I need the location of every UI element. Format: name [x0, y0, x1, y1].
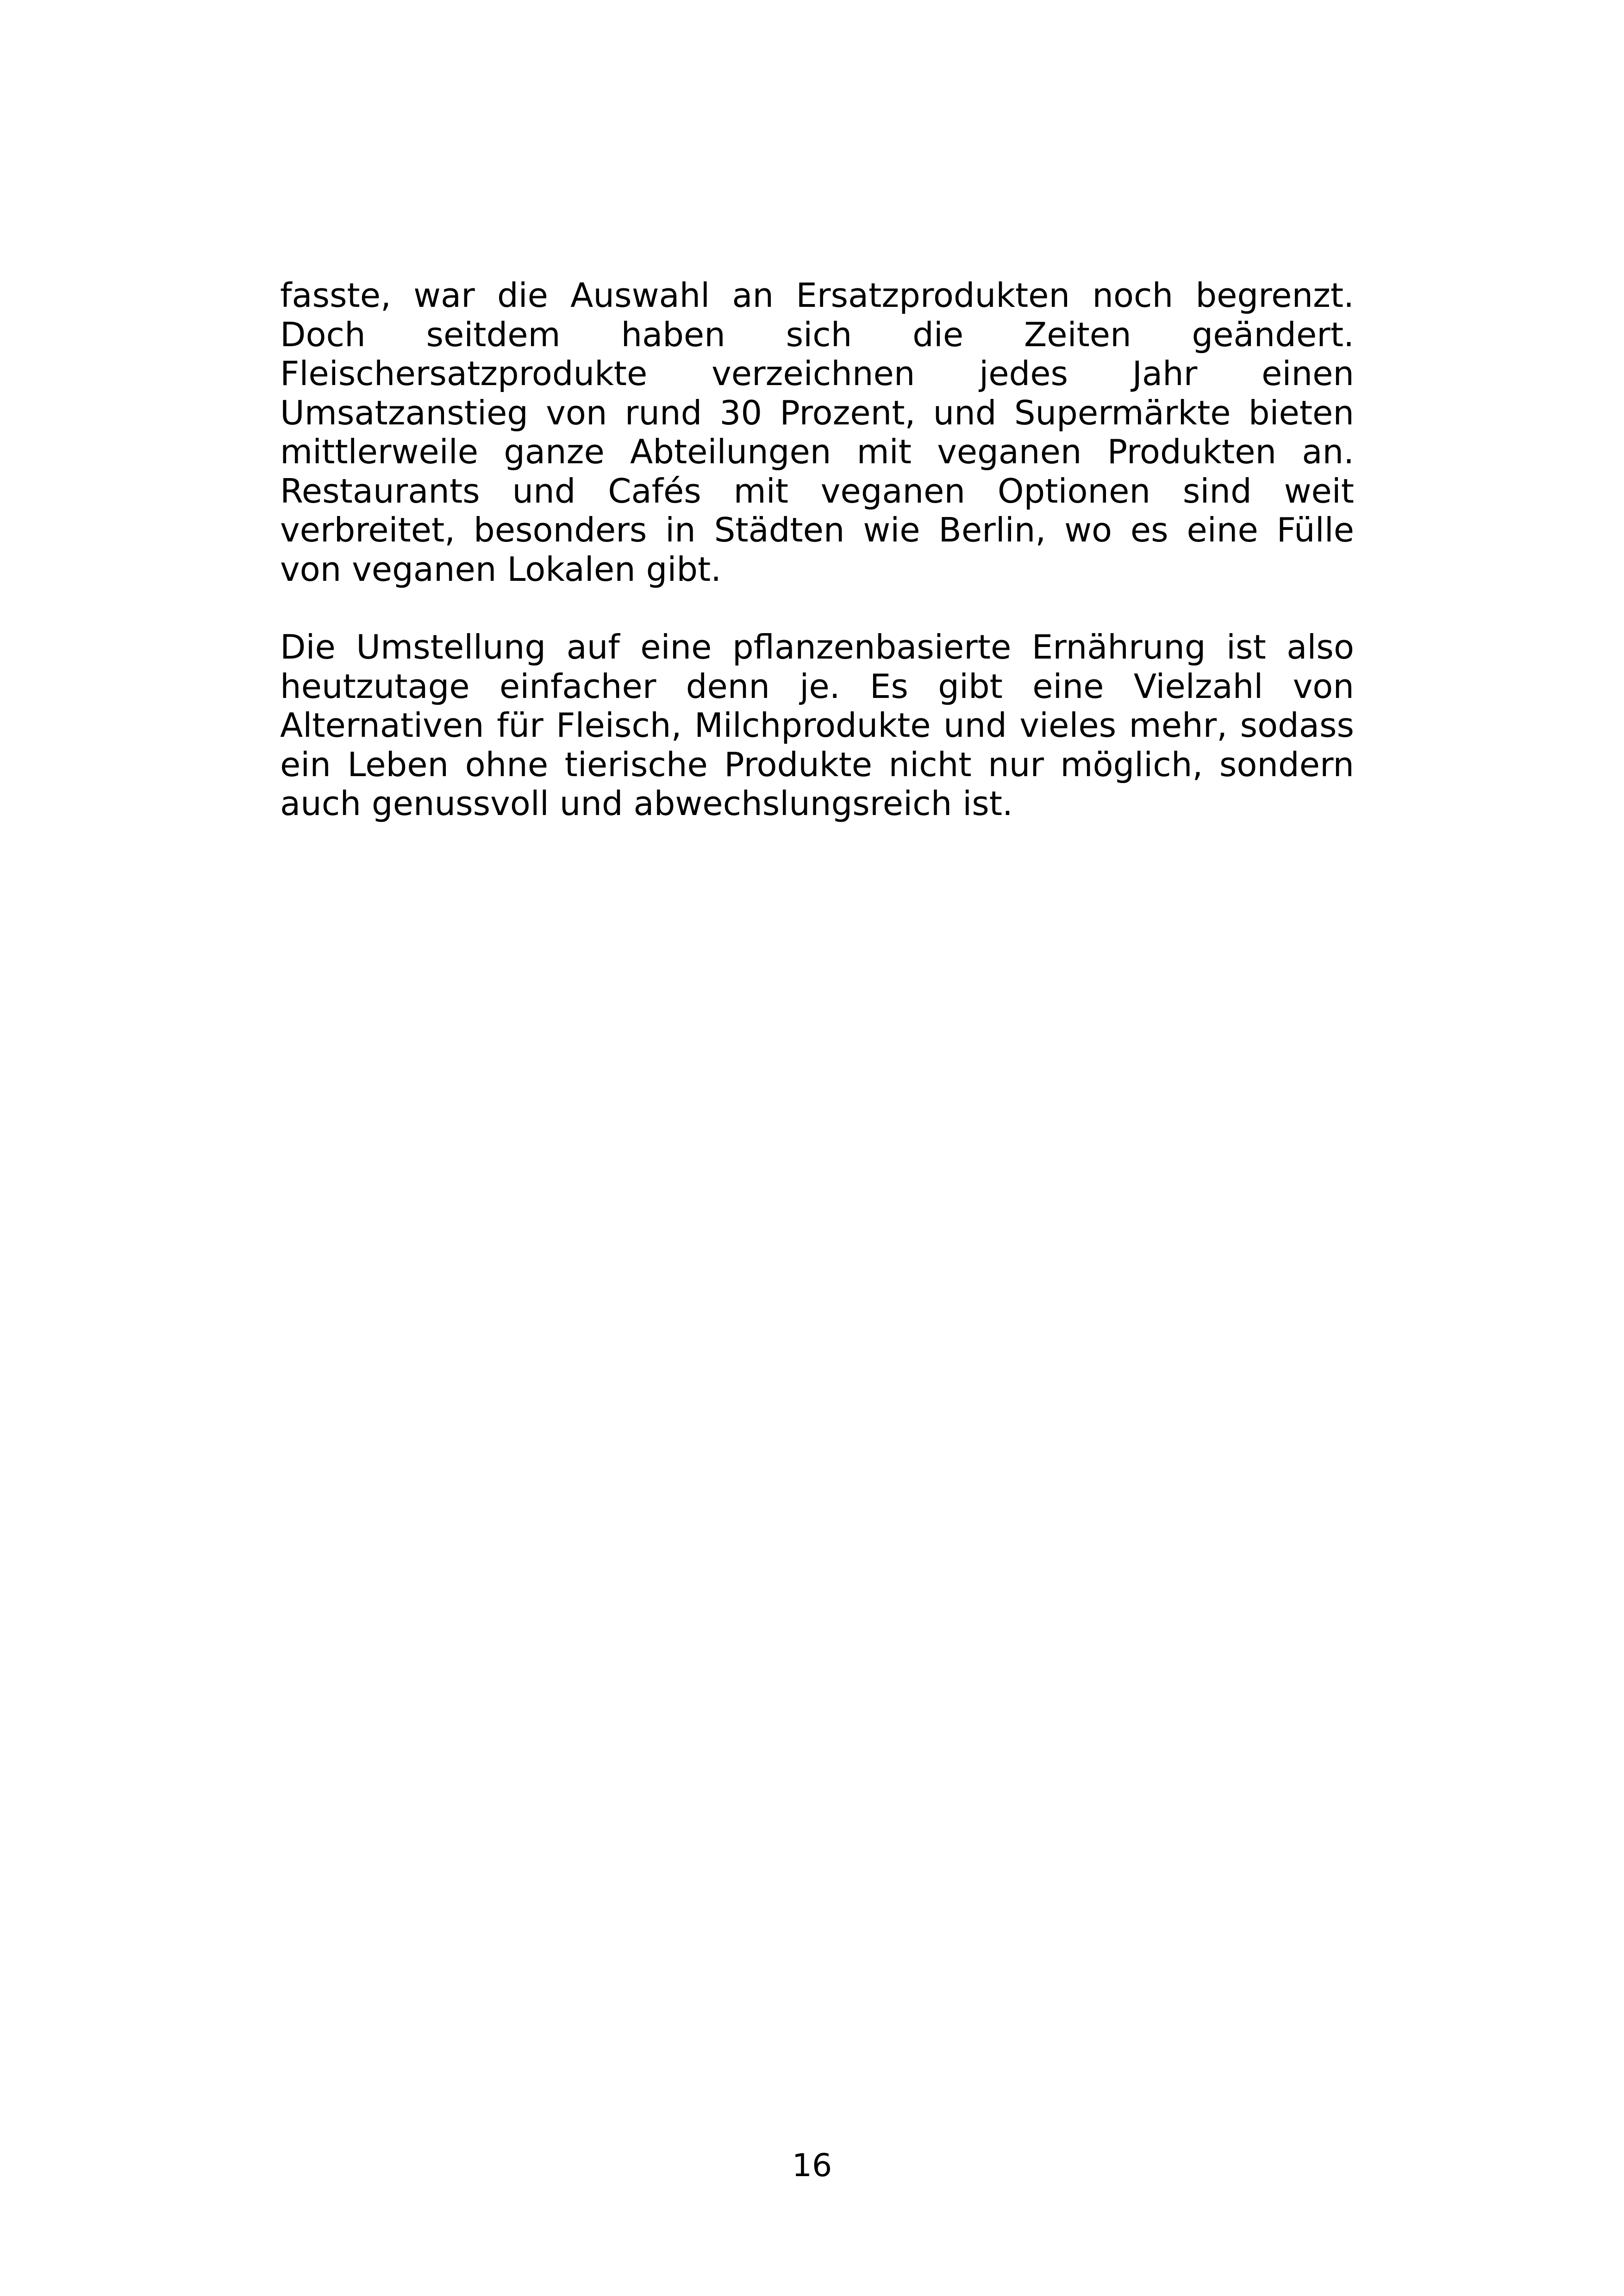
paragraph-ersatzprodukte: fasste, war die Auswahl an Ersatzprodukten noch begrenzt. Doch seitdem haben sich die Zeiten geändert. Fleischersatzprodukte verzeichnen jedes Jahr einen Umsatzanstieg von rund 30 Prozent, und Supermärkte bieten mittlerweile ganze Abteilungen mit veganen Produkten an. Restaurants und Cafés mit veganen Optionen sind weit verbreitet, besonders in Städten wie Berlin, wo es eine Fülle von veganen Lokalen gibt.: [280, 276, 1354, 589]
body-text: [280, 276, 1354, 823]
page-number: 16: [792, 2147, 832, 2184]
paragraph-umstellung: Die Umstellung auf eine pflanzenbasierte Ernährung ist also heutzutage einfacher denn je. Es gibt eine Vielzahl von Alternativen für Fleisch, Milchprodukte und vieles mehr, sodass ein Leben ohne tierische Produkte nicht nur möglich, sondern auch genussvoll und abwechslungsreich ist.: [280, 628, 1354, 823]
